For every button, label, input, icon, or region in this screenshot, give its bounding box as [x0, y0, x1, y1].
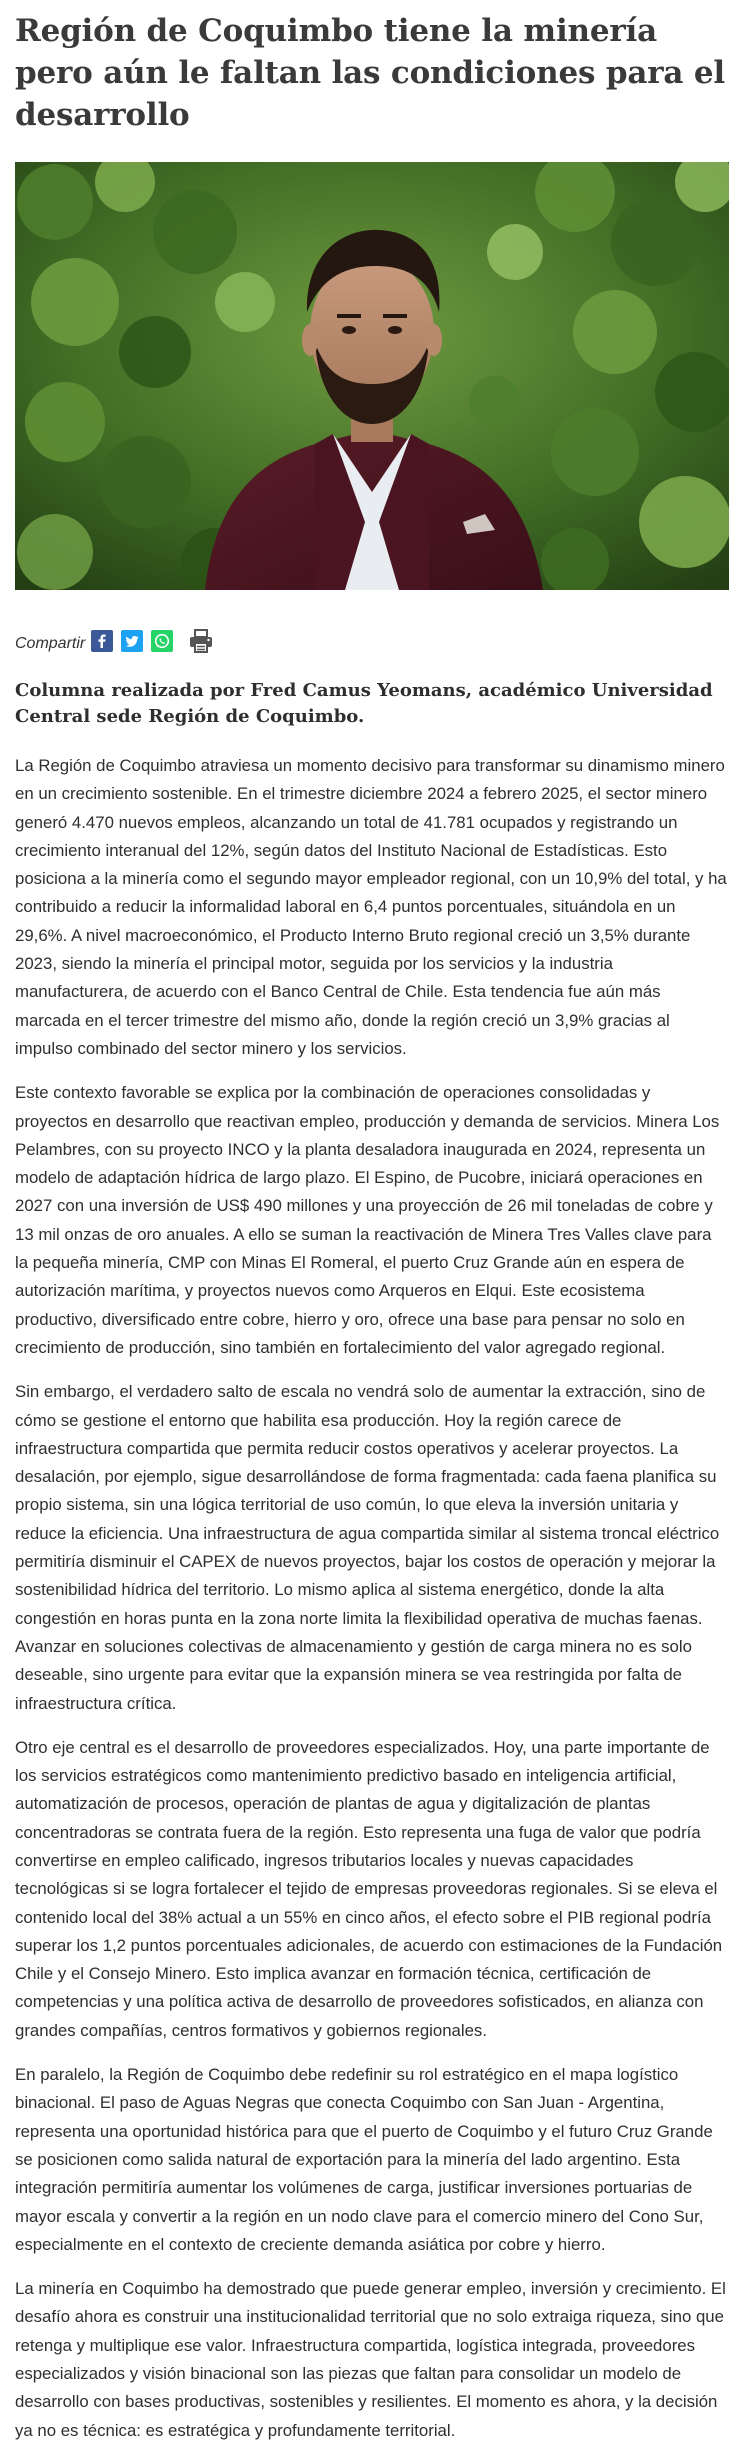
article-paragraph: La Región de Coquimbo atraviesa un momento decisivo para transformar su dinamismo minero en un crecimiento sostenible. En el trimestre diciembre 2024 a febrero 2025, el sector minero generó 4.470 nuevos empleos, alcanzando un total de 41.781 ocupados y registrando un crecimiento interanual del 12%, según datos del Instituto Nacional de Estadísticas. Esto posiciona a la minería como el segundo mayor empleador regional, con un 10,9% del total, y ha contribuido a reducir la informalidad laboral en 6,4 puntos porcentuales, situándola en un 29,6%. A nivel macroeconómico, el Producto Interno Bruto regional creció un 3,5% durante 2023, siendo la minería el principal motor, seguida por los servicios y la industria manufacturera, de acuerdo con el Banco Central de Chile. Esta tendencia fue aún más marcada en el tercer trimestre del mismo año, donde la región creció un 3,9% gracias al impulso combinado del sector minero y los servicios.	[15, 756, 727, 1058]
whatsapp-icon[interactable]	[151, 630, 173, 652]
page-title: Región de Coquimbo tiene la minería pero aún le faltan las condiciones para el desarrollo	[15, 13, 725, 133]
article	[0, 10, 742, 2445]
facebook-icon[interactable]	[91, 630, 113, 652]
article-paragraph: Este contexto favorable se explica por la combinación de operaciones consolidadas y proyectos en desarrollo que reactivan empleo, producción y demanda de servicios. Minera Los Pelambres, con su proyecto INCO y la planta desaladora inaugurada en 2024, representa un modelo de adaptación hídrica de largo plazo. El Espino, de Pucobre, iniciará operaciones en 2027 con una inversión de US$ 490 millones y una proyección de 26 mil toneladas de cobre y 13 mil onzas de oro anuales. A ello se suman la reactivación de Minera Tres Valles clave para la pequeña minería, CMP con Minas El Romeral, el puerto Cruz Grande aún en espera de autorización marítima, y proyectos nuevos como Arqueros en Elqui. Este ecosistema productivo, diversificado entre cobre, hierro y oro, ofrece una base para pensar no solo en crecimiento de producción, sino también en fortalecimiento del valor agregado regional.	[15, 1083, 720, 1357]
article-paragraph: La minería en Coquimbo ha demostrado que puede generar empleo, inversión y crecimiento. El desafío ahora es construir una institucionalidad territorial que no solo extraiga riqueza, sino que retenga y multiplique ese valor. Infraestructura compartida, logística integrada, proveedores especializados y visión binacional son las piezas que faltan para consolidar un modelo de desarrollo con bases productivas, sostenibles y resilientes. El momento es ahora, y la decisión ya no es técnica: es estratégica y profundamente territorial.	[15, 2279, 726, 2440]
article-byline: Columna realizada por Fred Camus Yeomans, académico Universidad Central sede Región de Coquimbo.	[15, 680, 713, 727]
article-paragraph: Sin embargo, el verdadero salto de escala no vendrá solo de aumentar la extracción, sino de cómo se gestione el entorno que habilita esa producción. Hoy la región carece de infraestructura compartida que permita reducir costos operativos y acelerar proyectos. La desalación, por ejemplo, sigue desarrollándose de forma fragmentada: cada faena planifica su propio sistema, sin una lógica territorial de uso común, lo que eleva la inversión unitaria y reduce la eficiencia. Una infraestructura de agua compartida similar al sistema troncal eléctrico permitiría disminuir el CAPEX de nuevos proyectos, bajar los costos de operación y mejorar la sostenibilidad hídrica del territorio. Lo mismo aplica al sistema energético, donde la alta congestión en horas punta en la zona norte limita la flexibilidad operativa de muchas faenas. Avanzar en soluciones colectivas de almacenamiento y gestión de carga minera no es solo deseable, sino urgente para evitar que la expansión minera se vea restringida por falta de infraestructura crítica.	[15, 1382, 720, 1713]
twitter-icon[interactable]	[121, 630, 143, 652]
share-bar	[15, 624, 727, 658]
article-paragraph: Otro eje central es el desarrollo de proveedores especializados. Hoy, una parte importante de los servicios estratégicos como mantenimiento predictivo basado en inteligencia artificial, automatización de procesos, operación de plantas de agua y digitalización de plantas concentradoras se contrata fuera de la región. Esto representa una fuga de valor que podría convertirse en empleo calificado, ingresos tributarios locales y nuevas capacidades tecnológicas si se logra fortalecer el tejido de empresas proveedoras regionales. Si se eleva el contenido local del 38% actual a un 55% en cinco años, el efecto sobre el PIB regional podría superar los 1,2 puntos porcentuales adicionales, de acuerdo con estimaciones de la Fundación Chile y el Consejo Minero. Esto implica avanzar en formación técnica, certificación de competencias y una política activa de desarrollo de proveedores sofisticados, en alianza con grandes compañías, centros formativos y gobiernos regionales.	[15, 1737, 723, 2040]
article-photo	[15, 162, 729, 590]
print-icon[interactable]	[187, 627, 215, 655]
article-paragraph: En paralelo, la Región de Coquimbo debe redefinir su rol estratégico en el mapa logístico binacional. El paso de Aguas Negras que conecta Coquimbo con San Juan - Argentina, representa una oportunidad histórica para que el puerto de Coquimbo y el futuro Cruz Grande se posicionen como salida natural de exportación para la minería del lado argentino. Esta integración permitiría aumentar los volúmenes de carga, justificar inversiones portuarias de mayor escala y convertir a la región en un nodo clave para el comercio minero del Cono Sur, especialmente en el contexto de creciente demanda asiática por cobre y hierro.	[15, 2065, 713, 2254]
share-label: Compartir	[15, 635, 86, 652]
